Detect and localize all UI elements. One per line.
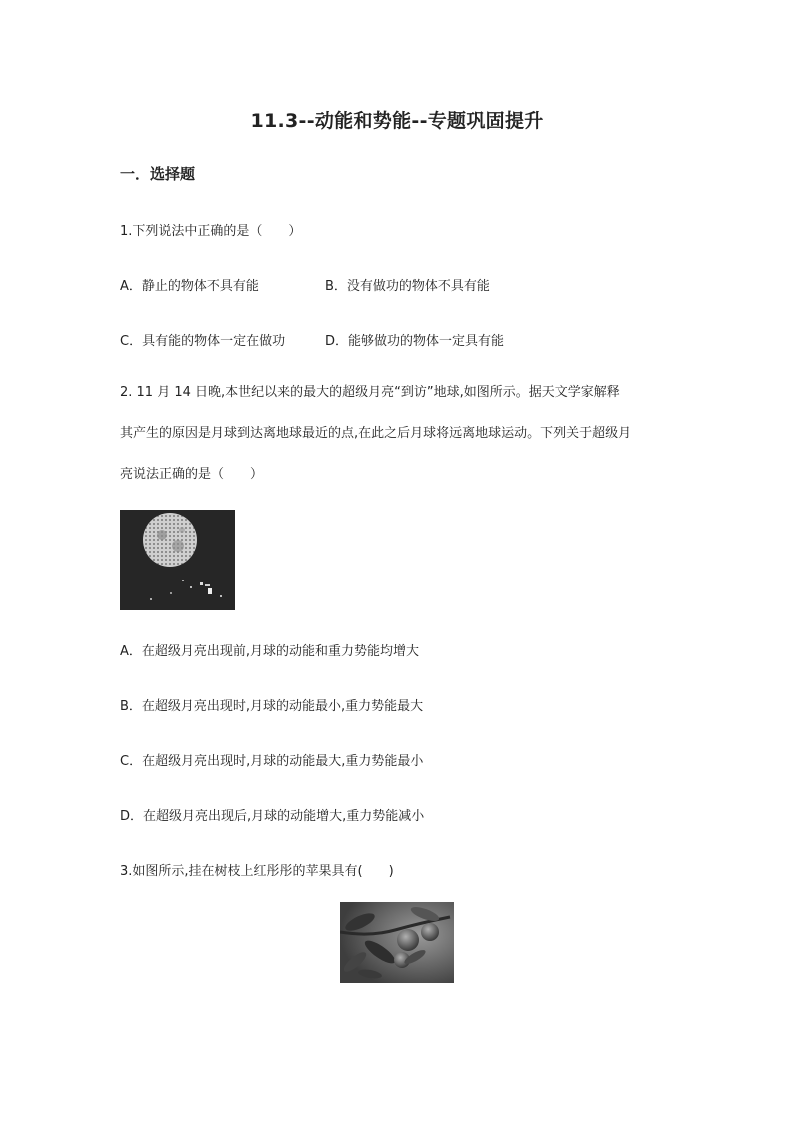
question-2-stem (120, 372, 676, 495)
question-1-option-a: A．静止的物体不具有能 (120, 279, 259, 294)
question-2-stem-line-1: 2. 11 月 14 日晚,本世纪以来的最大的超级月亮“到访”地球,如图所示。据天文学家解释 (120, 385, 620, 400)
question-2-option-c: C．在超级月亮出现时,月球的动能最大,重力势能最小 (120, 754, 424, 769)
section-heading: 一．选择题 (120, 165, 196, 183)
question-2-option-b: B．在超级月亮出现时,月球的动能最小,重力势能最大 (120, 699, 424, 714)
question-2-stem-line-3: 亮说法正确的是（ ） (120, 467, 264, 482)
question-2-option-d: D．在超级月亮出现后,月球的动能增大,重力势能减小 (120, 809, 425, 824)
supermoon-illustration (120, 510, 235, 610)
apple-branch-illustration (340, 902, 454, 983)
question-2-stem-line-2: 其产生的原因是月球到达离地球最近的点,在此之后月球将远离地球运动。下列关于超级月 (120, 426, 632, 441)
question-1-option-d: D．能够做功的物体一定具有能 (325, 334, 505, 349)
question-1-stem: 1.下列说法中正确的是（ ） (120, 224, 302, 239)
page-title: 11.3--动能和势能--专题巩固提升 (250, 110, 544, 132)
question-2-option-a: A．在超级月亮出现前,月球的动能和重力势能均增大 (120, 644, 420, 659)
apple-on-branch-image (340, 902, 454, 983)
question-1-option-b: B．没有做功的物体不具有能 (325, 279, 490, 294)
question-1-option-c: C．具有能的物体一定在做功 (120, 334, 286, 349)
supermoon-image (120, 510, 235, 610)
question-3-stem: 3.如图所示,挂在树枝上红彤彤的苹果具有( ) (120, 864, 394, 879)
